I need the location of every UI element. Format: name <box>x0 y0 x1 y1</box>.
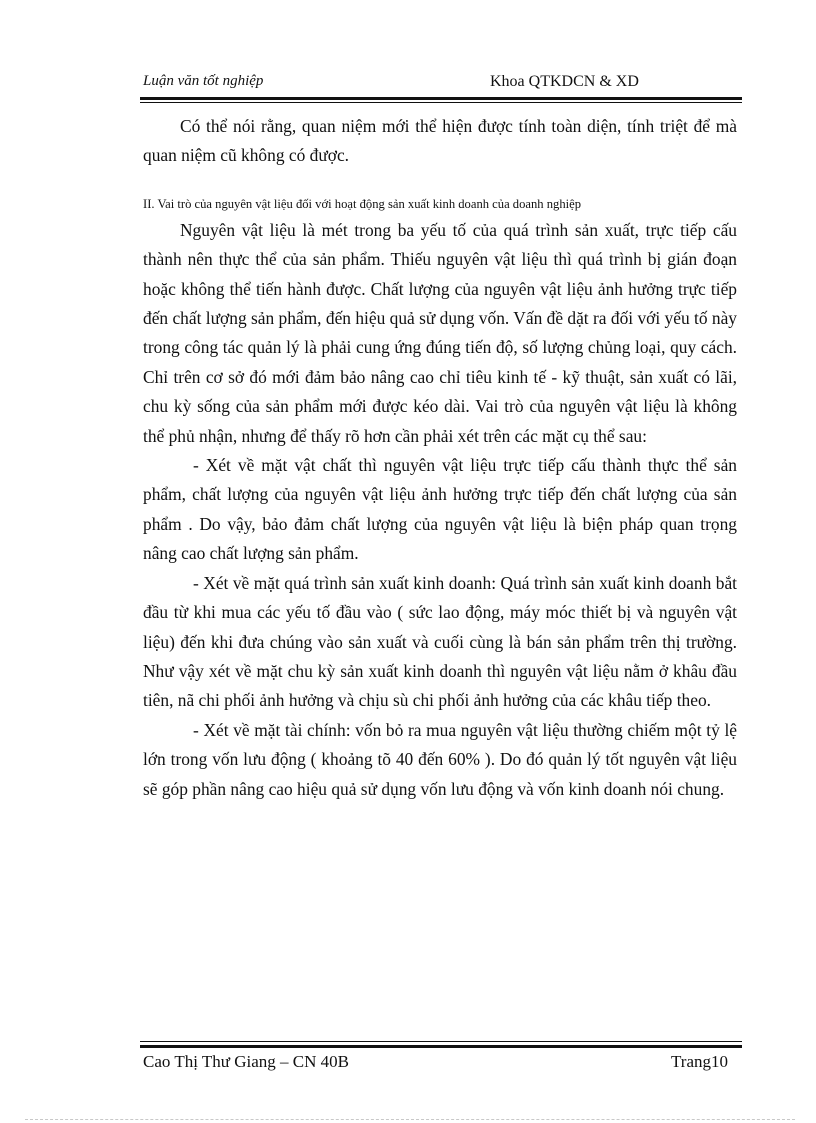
intro-paragraph: Có thể nói rằng, quan niệm mới thể hiện được tính toàn diện, tính triệt để mà quan niệm cũ không có được. <box>143 116 737 166</box>
page-boundary-line <box>25 1119 795 1120</box>
header-rule-thin <box>140 102 742 103</box>
paragraph-2: - Xét về mặt vật chất thì nguyên vật liệu trực tiếp cấu thành thực thể sản phẩm, chất lượng của nguyên vật liệu ảnh hưởng trực tiếp đến chất lượng của sản phẩm . Do vậy, bảo đảm chất lượng của nguyên vật liệu là biện pháp quan trọng nâng cao chất lượng sản phẩm. <box>143 455 737 564</box>
footer-page-number: Trang10 <box>671 1052 728 1071</box>
header-faculty-label: Khoa QTKDCN & XD <box>490 73 639 90</box>
footer-rule-thin <box>140 1041 742 1042</box>
footer-author: Cao Thị Thư Giang – CN 40B <box>143 1052 349 1071</box>
header-thesis-label: Luận văn tốt nghiệp <box>143 73 264 89</box>
section-heading: II. Vai trò của nguyên vật liệu đối với hoạt động sản xuất kinh doanh của doanh nghiệp <box>143 196 582 211</box>
paragraph-1: Nguyên vật liệu là mét trong ba yếu tố của quá trình sản xuất, trực tiếp cấu thành nên thực thể của sản phẩm. Thiếu nguyên vật liệu thì quá trình bị gián đoạn hoặc không thể tiến hành được. Chất lượng của nguyên vật liệu ảnh hưởng trực tiếp đến chất lượng sản phẩm, đến hiệu quả sử dụng vốn. Vấn đề dặt ra đối với yếu tố này trong công tác quản lý là phải cung ứng đúng tiến độ, số lượng chủng loại, quy cách. Chỉ trên cơ sở đó mới đảm bảo nâng cao chỉ tiêu kinh tế - kỹ thuật, sản xuất có lãi, chu kỳ sống của sản phẩm mới được kéo dài. Vai trò của nguyên vật liệu là không thể phủ nhận, nhưng để thấy rõ hơn cần phải xét trên các mặt cụ thể sau: <box>143 219 737 446</box>
paragraph-4: - Xét về mặt tài chính: vốn bỏ ra mua nguyên vật liệu thường chiếm một tỷ lệ lớn trong vốn lưu động ( khoảng tõ 40 đến 60% ). Do đó quản lý tốt nguyên vật liệu sẽ góp phần nâng cao hiệu quả sử dụng vốn lưu động và vốn kinh doanh nói chung. <box>143 719 737 799</box>
header-rule-thick <box>140 97 742 100</box>
body-text <box>143 112 737 804</box>
footer-rule-thick <box>140 1045 742 1048</box>
paragraph-3: - Xét về mặt quá trình sản xuất kinh doanh: Quá trình sản xuất kinh doanh bắt đầu từ khi mua các yếu tố đầu vào ( sức lao động, máy móc thiết bị và nguyên vật liệu) đến khi đưa chúng vào sản xuất và cuối cùng là bán sản phẩm trên thị trường. Như vậy xét về mặt chu kỳ sản xuất kinh doanh thì nguyên vật liệu nằm ở khâu đầu tiên, nã chi phối ảnh hưởng và chịu sù chi phối ảnh hưởng của các khâu tiếp theo. <box>143 572 737 711</box>
